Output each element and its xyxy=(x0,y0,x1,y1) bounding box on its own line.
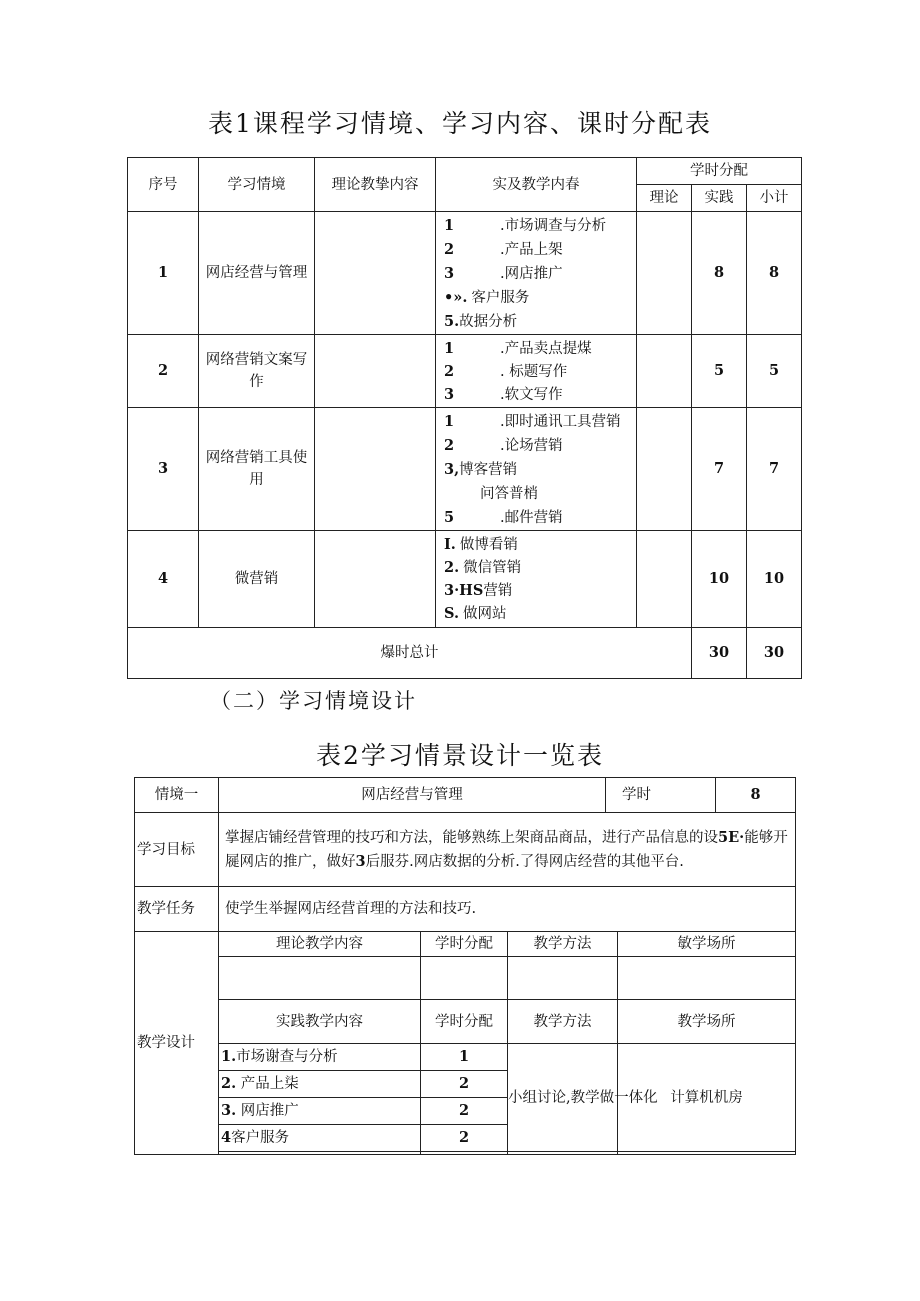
practice-item-hours: 1 xyxy=(421,1044,508,1071)
spacer xyxy=(421,1152,508,1155)
item-text: .软文写作 xyxy=(500,386,563,403)
header-hours-practice: 实践 xyxy=(692,185,747,212)
total-label: 爆时总计 xyxy=(128,628,692,679)
row-seq: 4 xyxy=(128,531,199,628)
section-heading: （二）学习情境设计 xyxy=(210,689,417,713)
practice-item-text: 市场谢查与分析 xyxy=(236,1049,338,1065)
theory-header-place: 敏学场所 xyxy=(618,932,796,957)
item-text: .产品卖点提煤 xyxy=(500,340,592,357)
item-text: .即时通讯工具营销 xyxy=(500,414,621,430)
table-row xyxy=(135,1044,796,1071)
table2-title: 表2学习情景设计一览表 xyxy=(316,741,604,770)
theory-content-empty xyxy=(219,957,421,1000)
practice-item-num: 3. xyxy=(221,1102,237,1119)
practice-item-num: 1. xyxy=(221,1048,237,1065)
header-hours-subtotal: 小计 xyxy=(747,185,802,212)
practice-method: 小组讨论,教学做一体化 xyxy=(508,1044,618,1152)
row-practice-list xyxy=(436,408,637,531)
hours-value: 8 xyxy=(716,778,796,813)
row-theory xyxy=(315,335,436,408)
practice-item-text: 客户服务 xyxy=(231,1130,290,1146)
goal-text-b: 能够开屣网店的推广，做好 xyxy=(225,829,788,870)
item-num: 1 xyxy=(444,413,455,430)
goal-text-c: 后服芬.网店数据的分析.了得网店经营的其他平台. xyxy=(365,853,684,870)
item-text: 博客营销 xyxy=(459,462,518,478)
practice-place: 计算机机房 xyxy=(618,1044,796,1152)
goal-text-a: 掌握店铺经营管理的技巧和方法，能够熟练上架商品商品，进行产品信息的设 xyxy=(225,829,718,846)
row-hours-subtotal: 8 xyxy=(747,212,802,335)
row-practice-list xyxy=(436,212,637,335)
row-theory xyxy=(315,531,436,628)
row-situation: 微营销 xyxy=(199,531,315,628)
item-text: . 标题写作 xyxy=(500,363,568,380)
hours-label: 学时 xyxy=(606,778,716,813)
total-practice-hours: 30 xyxy=(692,628,747,679)
row-hours-theory xyxy=(637,531,692,628)
item-text: 营销 xyxy=(483,582,513,599)
header-hours: 学时分配 xyxy=(637,158,802,185)
practice-item xyxy=(219,1071,421,1098)
item-text: .网店推广 xyxy=(500,266,563,282)
goal-text xyxy=(219,813,796,887)
item-num: •». xyxy=(444,289,468,306)
goal-text-bold: 5E· xyxy=(718,828,745,846)
total-subtotal: 30 xyxy=(747,628,802,679)
row-practice-list xyxy=(436,531,637,628)
item-text: .市场调查与分析 xyxy=(500,218,607,234)
item-num: 1 xyxy=(444,339,455,357)
row-hours-practice: 8 xyxy=(692,212,747,335)
row-hours-theory xyxy=(637,408,692,531)
item-num: 1 xyxy=(444,217,455,234)
practice-item-num: 2. xyxy=(221,1075,237,1092)
goal-text-bold2: 3 xyxy=(355,852,366,870)
situation-name: 网店经营与管理 xyxy=(219,778,606,813)
table1-title: 表1课程学习情境、学习内容、课时分配表 xyxy=(208,109,712,138)
row-hours-practice: 10 xyxy=(692,531,747,628)
practice-item-num: 4 xyxy=(221,1129,232,1146)
practice-header-content: 实践教学内容 xyxy=(219,1000,421,1044)
task-label: 教学任务 xyxy=(135,887,219,932)
theory-header-content: 理论教学内容 xyxy=(219,932,421,957)
practice-item-hours: 2 xyxy=(421,1071,508,1098)
total-row xyxy=(128,628,802,679)
row-hours-theory xyxy=(637,335,692,408)
theory-hours-empty xyxy=(421,957,508,1000)
row-seq: 1 xyxy=(128,212,199,335)
item-text: 故据分析 xyxy=(459,314,518,330)
row-hours-subtotal: 10 xyxy=(747,531,802,628)
row-practice-list xyxy=(436,335,637,408)
table-row xyxy=(128,335,802,408)
item-num: 3 xyxy=(444,385,455,403)
row-situation: 网络营销工具使用 xyxy=(199,408,315,531)
item-num: 2. xyxy=(444,558,460,576)
theory-method-empty xyxy=(508,957,618,1000)
item-num: 2 xyxy=(444,362,455,380)
item-text: 客户服务 xyxy=(471,290,530,306)
item-text: 问答普梢 xyxy=(480,486,538,502)
header-hours-theory: 理论 xyxy=(637,185,692,212)
item-num: 2 xyxy=(444,437,455,454)
row-seq: 3 xyxy=(128,408,199,531)
spacer xyxy=(508,1152,618,1155)
theory-place-empty xyxy=(618,957,796,1000)
course-allocation-table xyxy=(127,157,802,679)
row-theory xyxy=(315,212,436,335)
item-num: 3 xyxy=(444,265,455,282)
item-text: 做博看销 xyxy=(459,536,518,553)
table-row xyxy=(128,212,802,335)
table-row xyxy=(128,408,802,531)
goal-label: 学习目标 xyxy=(135,813,219,887)
practice-item xyxy=(219,1098,421,1125)
design-label: 教学设计 xyxy=(135,932,219,1155)
item-text: 微信管销 xyxy=(463,559,522,576)
practice-item-text: 网店推广 xyxy=(236,1103,299,1119)
row-situation: 网络营销文案写作 xyxy=(199,335,315,408)
practice-item xyxy=(219,1044,421,1071)
header-seq: 序号 xyxy=(128,158,199,212)
item-num: 3, xyxy=(444,461,460,478)
situation-label: 情境一 xyxy=(135,778,219,813)
header-practice: 实及教学内春 xyxy=(436,158,637,212)
practice-item-text: 产品上柒 xyxy=(236,1076,299,1092)
spacer xyxy=(219,1152,421,1155)
item-text: .产品上架 xyxy=(500,242,563,258)
item-num: S. xyxy=(444,604,460,622)
item-num: 5 xyxy=(444,509,455,526)
item-num: 5. xyxy=(444,313,460,330)
table-row xyxy=(128,531,802,628)
situation-design-table xyxy=(134,777,796,1155)
theory-header-method: 教学方法 xyxy=(508,932,618,957)
row-hours-practice: 7 xyxy=(692,408,747,531)
practice-item xyxy=(219,1125,421,1152)
item-num: 3·HS xyxy=(444,581,484,599)
task-text: 使学生举握网店经营首理的方法和技巧. xyxy=(219,887,796,932)
item-text: .论场营销 xyxy=(500,438,563,454)
header-theory: 理论教挚内容 xyxy=(315,158,436,212)
row-theory xyxy=(315,408,436,531)
practice-item-hours: 2 xyxy=(421,1125,508,1152)
item-text: .邮件营销 xyxy=(500,510,563,526)
item-num: 2 xyxy=(444,241,455,258)
row-hours-subtotal: 7 xyxy=(747,408,802,531)
row-hours-theory xyxy=(637,212,692,335)
row-seq: 2 xyxy=(128,335,199,408)
row-situation: 网店经营与管理 xyxy=(199,212,315,335)
row-hours-subtotal: 5 xyxy=(747,335,802,408)
theory-header-hours: 学时分配 xyxy=(421,932,508,957)
row-hours-practice: 5 xyxy=(692,335,747,408)
practice-header-place: 教学场所 xyxy=(618,1000,796,1044)
practice-item-hours: 2 xyxy=(421,1098,508,1125)
item-num: I. xyxy=(444,535,456,553)
item-text: 做网站 xyxy=(463,605,507,622)
spacer xyxy=(618,1152,796,1155)
practice-header-hours: 学时分配 xyxy=(421,1000,508,1044)
practice-header-method: 教学方法 xyxy=(508,1000,618,1044)
header-situation: 学习情境 xyxy=(199,158,315,212)
